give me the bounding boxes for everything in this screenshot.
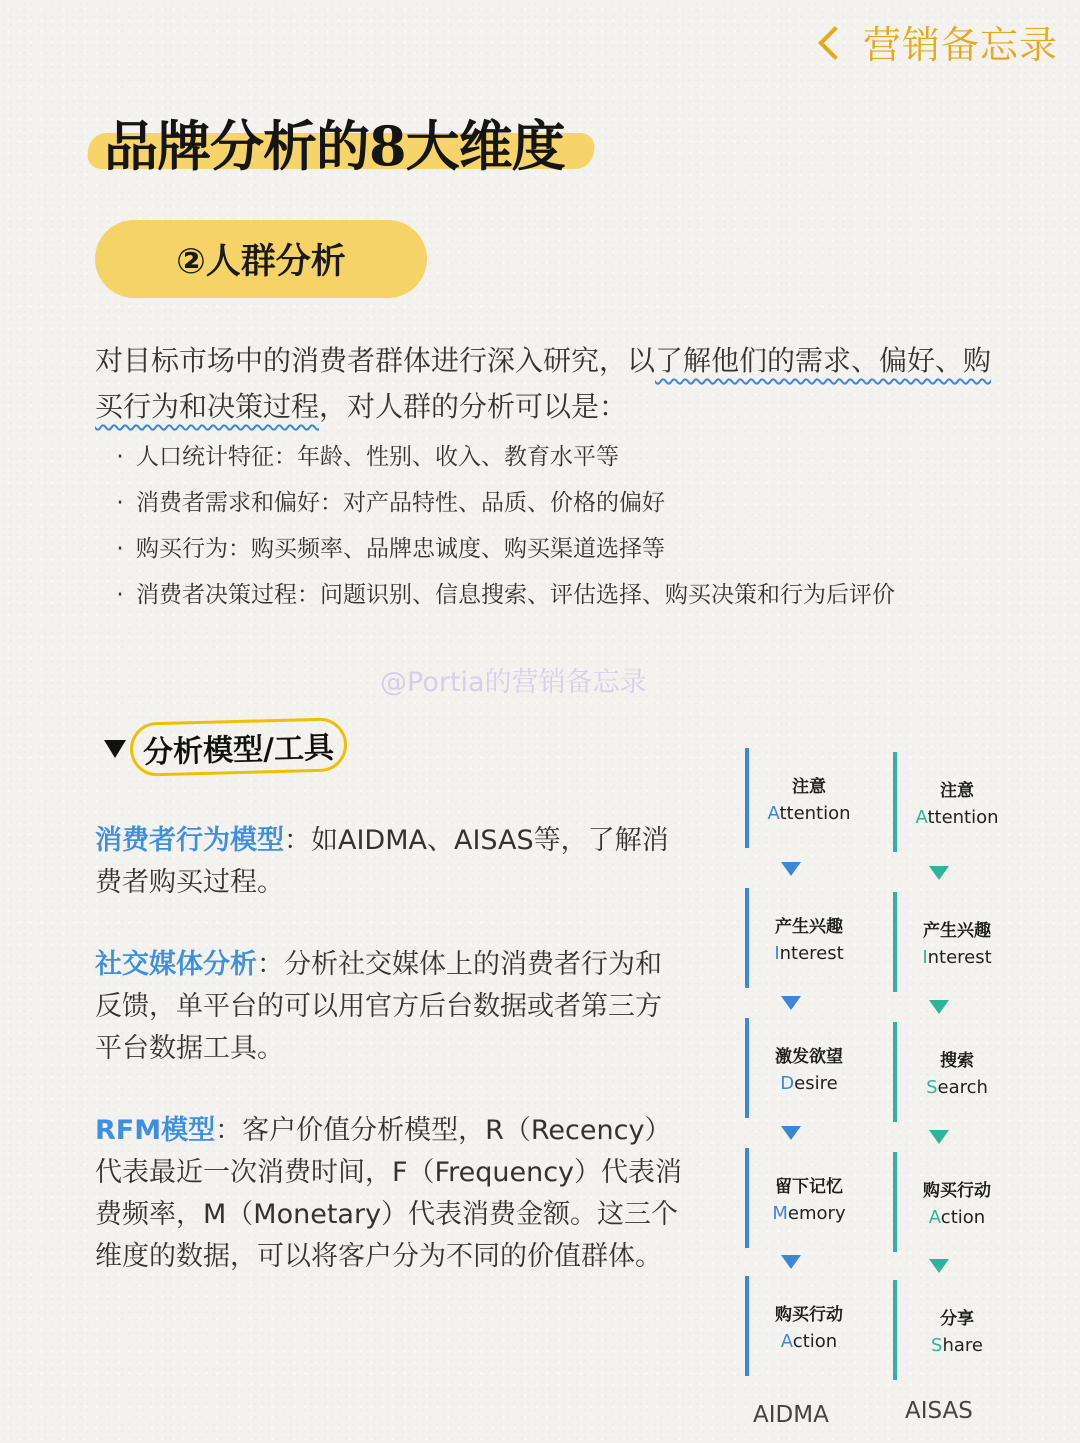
stage-en-initial: D <box>780 1073 795 1094</box>
stage-zh: 留下记忆 <box>775 1177 843 1197</box>
brand-label: 营销备忘录 <box>862 23 1058 67</box>
tool-text: ：如AIDMA、AISAS等，了解消费者购买过程。 <box>95 825 669 898</box>
stage-en-initial: S <box>931 1335 943 1356</box>
list-item <box>108 434 1008 480</box>
aisas-stage-attention <box>893 752 1017 852</box>
stage-en-initial: A <box>915 807 928 828</box>
arrow-down-icon <box>781 1255 801 1269</box>
list-item <box>108 526 1008 572</box>
bullet-dot-icon: · <box>116 444 124 470</box>
bullet-text: 购买行为：购买频率、品牌忠诚度、购买渠道选择等 <box>136 536 665 562</box>
stage-en <box>772 1203 845 1224</box>
stage-zh: 购买行动 <box>775 1305 843 1325</box>
aidma-stage-interest <box>745 888 869 988</box>
arrow-down-icon <box>781 996 801 1010</box>
stage-en <box>767 803 850 824</box>
list-item <box>108 572 1008 618</box>
arrow-down-icon <box>781 1126 801 1140</box>
stage-zh: 产生兴趣 <box>775 917 843 937</box>
stage-zh: 注意 <box>792 777 826 797</box>
tools-heading-label: 分析模型/工具 <box>129 717 347 777</box>
stage-en <box>922 947 991 968</box>
arrow-down-icon <box>929 1259 949 1273</box>
stage-zh: 注意 <box>940 781 974 801</box>
stage-en-rest: emory <box>787 1203 846 1224</box>
brand-header[interactable] <box>823 14 1058 69</box>
watermark: @Portia的营销备忘录 <box>380 667 647 698</box>
aisas-stage-interest <box>893 892 1017 992</box>
arrow-down-icon <box>929 1000 949 1014</box>
stage-zh: 激发欲望 <box>775 1047 843 1067</box>
aisas-label: AISAS <box>905 1398 973 1424</box>
stage-zh: 购买行动 <box>923 1181 991 1201</box>
section-pill: ②人群分析 <box>95 220 427 298</box>
tool-keyword: 社交媒体分析 <box>95 949 257 980</box>
aisas-stage-share <box>893 1280 1017 1380</box>
intro-text-3: ，对人群的分析可以是： <box>319 390 628 423</box>
bullet-text: 消费者需求和偏好：对产品特性、品质、价格的偏好 <box>136 490 665 516</box>
intro-underlined-text: 了解他们的需求、偏好、购买行为和决策过程 <box>95 344 992 423</box>
stage-zh: 搜索 <box>940 1051 974 1071</box>
aidma-stage-action <box>745 1276 869 1376</box>
tool-item-social-media <box>95 944 685 1070</box>
arrow-down-icon <box>929 866 949 880</box>
aidma-label: AIDMA <box>753 1402 829 1428</box>
intro-paragraph <box>95 338 995 430</box>
page-title: 品牌分析的8大维度 <box>104 114 565 178</box>
stage-en-rest: ttention <box>779 803 851 824</box>
stage-zh: 分享 <box>940 1309 974 1329</box>
arrow-down-icon <box>781 862 801 876</box>
stage-en <box>774 943 843 964</box>
stage-en <box>929 1207 985 1228</box>
tool-text: ：客户价值分析模型，R（Recency）代表最近一次消费时间，F（Frequency）代表消费频率，M（Monetary）代表消费金额。这三个维度的数据，可以将客户分为不同的价值群体。 <box>95 1115 683 1272</box>
stage-en-initial: S <box>926 1077 938 1098</box>
stage-en <box>915 807 998 828</box>
stage-en <box>780 1073 837 1094</box>
stage-en <box>931 1335 983 1356</box>
stage-en-rest: earch <box>937 1077 988 1098</box>
tool-keyword: RFM模型 <box>95 1115 216 1146</box>
tool-item-consumer-behavior <box>95 820 685 904</box>
tool-text: ：分析社交媒体上的消费者行为和反馈，单平台的可以用官方后台数据或者第三方平台数据工具。 <box>95 949 662 1064</box>
triangle-down-icon <box>104 740 126 758</box>
aisas-stage-action <box>893 1152 1017 1252</box>
chevron-left-icon[interactable] <box>818 26 852 60</box>
bullet-text: 消费者决策过程：问题识别、信息搜索、评估选择、购买决策和行为后评价 <box>136 582 895 608</box>
stage-en-rest: ttention <box>927 807 999 828</box>
aisas-stage-search <box>893 1022 1017 1122</box>
stage-en-initial: A <box>767 803 780 824</box>
tool-keyword: 消费者行为模型 <box>95 825 284 856</box>
bullet-list <box>108 434 1008 618</box>
aidma-stage-desire <box>745 1018 869 1118</box>
stage-en <box>926 1077 988 1098</box>
stage-en-initial: A <box>928 1207 941 1228</box>
stage-en-initial: I <box>774 943 780 964</box>
stage-en-initial: M <box>772 1203 788 1224</box>
stage-en-rest: ction <box>940 1207 986 1228</box>
bullet-text: 人口统计特征：年龄、性别、收入、教育水平等 <box>136 444 619 470</box>
list-item <box>108 480 1008 526</box>
bullet-dot-icon: · <box>116 536 124 562</box>
stage-en-initial: A <box>780 1331 793 1352</box>
tool-item-rfm <box>95 1110 685 1278</box>
stage-en-rest: esire <box>794 1073 838 1094</box>
intro-text-1: 对目标市场中的消费者群体进行深入研究，以 <box>95 344 656 377</box>
stage-en-initial: I <box>922 947 928 968</box>
aidma-stage-memory <box>745 1148 869 1248</box>
stage-en-rest: nterest <box>779 943 844 964</box>
aidma-stage-attention <box>745 748 869 848</box>
arrow-down-icon <box>929 1130 949 1144</box>
stage-en-rest: nterest <box>927 947 992 968</box>
stage-zh: 产生兴趣 <box>923 921 991 941</box>
stage-en-rest: hare <box>942 1335 983 1356</box>
stage-en <box>781 1331 837 1352</box>
bullet-dot-icon: · <box>116 582 124 608</box>
stage-en-rest: ction <box>792 1331 838 1352</box>
bullet-dot-icon: · <box>116 490 124 516</box>
tools-heading <box>104 720 347 774</box>
